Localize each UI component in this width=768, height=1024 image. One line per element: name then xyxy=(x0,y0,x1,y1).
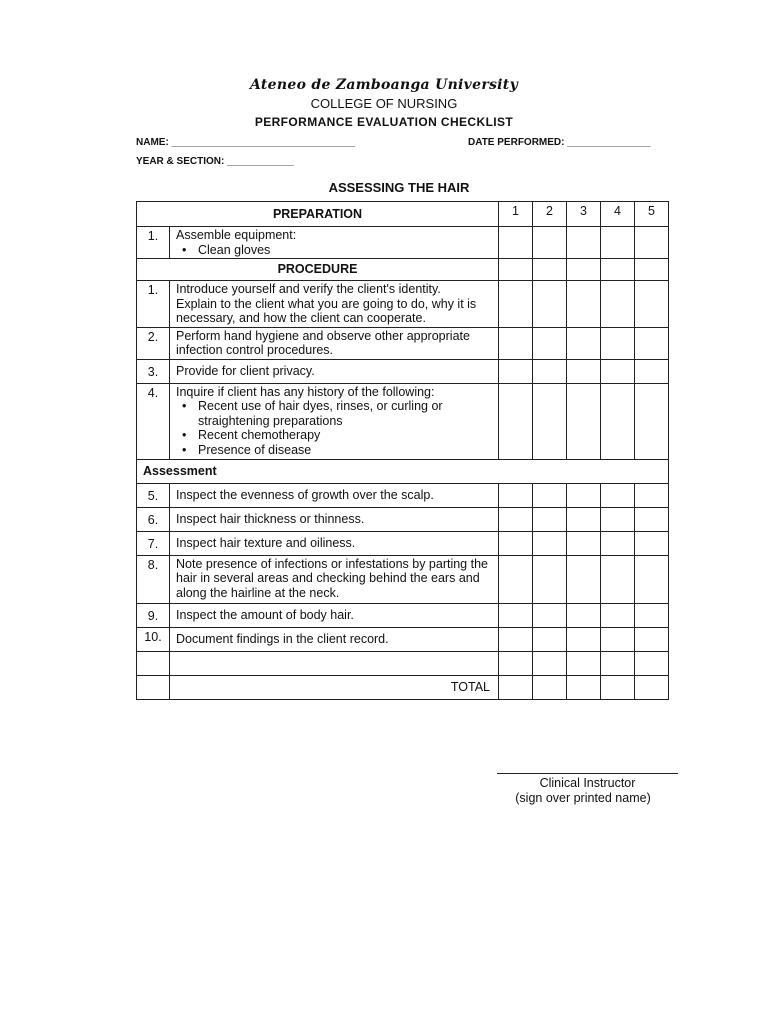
checklist-row xyxy=(137,383,669,459)
item-number: 8. xyxy=(137,555,170,603)
rating-col-3: 3 xyxy=(567,202,601,227)
rating-cell[interactable] xyxy=(499,281,533,328)
bullet-item: • Presence of disease xyxy=(176,443,492,458)
total-cell[interactable] xyxy=(635,675,669,699)
procedure-topic: ASSESSING THE HAIR xyxy=(328,180,470,195)
rating-cell xyxy=(635,259,669,281)
item-number: 3. xyxy=(137,359,170,383)
checklist-row xyxy=(137,359,669,383)
rating-cell[interactable] xyxy=(601,359,635,383)
total-label: TOTAL xyxy=(170,675,499,699)
rating-cell[interactable] xyxy=(567,555,601,603)
preparation-header-row xyxy=(137,202,669,227)
rating-cell[interactable] xyxy=(499,531,533,555)
item-line: Introduce yourself and verify the client's identity. xyxy=(176,282,441,296)
rating-cell[interactable] xyxy=(635,383,669,459)
item-number: 4. xyxy=(137,383,170,459)
checklist-row xyxy=(137,531,669,555)
rating-cell[interactable] xyxy=(601,227,635,259)
checklist-row xyxy=(137,507,669,531)
signature-role: Clinical Instructor xyxy=(539,776,636,790)
rating-cell[interactable] xyxy=(533,281,567,328)
item-text xyxy=(170,281,499,328)
rating-cell[interactable] xyxy=(567,383,601,459)
item-number: 1. xyxy=(137,281,170,328)
item-number: 9. xyxy=(137,603,170,627)
rating-cell[interactable] xyxy=(635,627,669,651)
total-cell[interactable] xyxy=(601,675,635,699)
item-number: 2. xyxy=(137,327,170,359)
assessment-header-row xyxy=(137,459,669,483)
total-cell[interactable] xyxy=(567,675,601,699)
rating-cell[interactable] xyxy=(635,651,669,675)
rating-cell[interactable] xyxy=(567,531,601,555)
rating-cell[interactable] xyxy=(533,603,567,627)
rating-cell[interactable] xyxy=(601,603,635,627)
item-line: Explain to the client what you are going to do, why it is necessary, and how the client can cooperate. xyxy=(176,296,477,325)
rating-cell[interactable] xyxy=(567,627,601,651)
bullet-item: • Recent use of hair dyes, rinses, or curling or straightening preparations xyxy=(176,399,492,428)
rating-cell[interactable] xyxy=(499,383,533,459)
item-number: 1. xyxy=(137,227,170,259)
rating-cell[interactable] xyxy=(533,327,567,359)
procedure-header-row xyxy=(137,259,669,281)
rating-cell[interactable] xyxy=(601,383,635,459)
rating-cell[interactable] xyxy=(567,483,601,507)
bullet-item: • Recent chemotherapy xyxy=(176,428,492,443)
item-text: Provide for client privacy. xyxy=(170,359,499,383)
name-field: NAME: _________________________________ xyxy=(136,137,356,148)
total-cell[interactable] xyxy=(533,675,567,699)
item-text: Inspect hair thickness or thinness. xyxy=(170,507,499,531)
item-text: Perform hand hygiene and observe other appropriate infection control procedures. xyxy=(170,327,499,359)
rating-cell[interactable] xyxy=(567,507,601,531)
checklist-row xyxy=(137,555,669,603)
item-number: 5. xyxy=(137,483,170,507)
rating-cell[interactable] xyxy=(635,531,669,555)
rating-cell[interactable] xyxy=(601,555,635,603)
rating-cell[interactable] xyxy=(499,651,533,675)
checklist-table xyxy=(136,201,669,700)
signature-note: (sign over printed name) xyxy=(515,791,651,805)
item-text: Document findings in the client record. xyxy=(170,627,499,651)
preparation-heading: PREPARATION xyxy=(137,202,499,227)
rating-cell[interactable] xyxy=(499,483,533,507)
university-name: Ateneo de Zamboanga University xyxy=(250,77,518,93)
item-text: Note presence of infections or infestations by parting the hair in several areas and checking behind the ears and along the hairline at the neck. xyxy=(170,555,499,603)
total-row xyxy=(137,675,669,699)
rating-cell[interactable] xyxy=(499,327,533,359)
rating-cell[interactable] xyxy=(601,651,635,675)
rating-cell[interactable] xyxy=(533,507,567,531)
blank-cell xyxy=(137,675,170,699)
rating-cell[interactable] xyxy=(635,281,669,328)
rating-cell[interactable] xyxy=(533,531,567,555)
checklist-row xyxy=(137,603,669,627)
rating-cell[interactable] xyxy=(567,603,601,627)
rating-cell[interactable] xyxy=(635,359,669,383)
checklist-row xyxy=(137,227,669,259)
rating-cell[interactable] xyxy=(567,359,601,383)
item-text: Inspect the amount of body hair. xyxy=(170,603,499,627)
item-label: Assemble equipment: xyxy=(176,228,297,242)
signature-line[interactable] xyxy=(497,773,678,774)
blank-cell xyxy=(170,651,499,675)
rating-cell[interactable] xyxy=(601,281,635,328)
checklist-row xyxy=(137,483,669,507)
rating-cell[interactable] xyxy=(635,603,669,627)
total-cell[interactable] xyxy=(499,675,533,699)
item-text: Inspect the evenness of growth over the scalp. xyxy=(170,483,499,507)
item-text: Inspect hair texture and oiliness. xyxy=(170,531,499,555)
rating-cell xyxy=(567,259,601,281)
rating-cell[interactable] xyxy=(533,359,567,383)
rating-cell[interactable] xyxy=(635,227,669,259)
rating-cell[interactable] xyxy=(567,281,601,328)
procedure-heading: PROCEDURE xyxy=(137,259,499,281)
rating-cell[interactable] xyxy=(499,603,533,627)
blank-row xyxy=(137,651,669,675)
college-name: COLLEGE OF NURSING xyxy=(310,96,458,111)
rating-col-1: 1 xyxy=(499,202,533,227)
rating-cell[interactable] xyxy=(533,627,567,651)
rating-cell[interactable] xyxy=(533,483,567,507)
rating-cell xyxy=(533,259,567,281)
rating-cell xyxy=(601,259,635,281)
rating-col-2: 2 xyxy=(533,202,567,227)
item-label: Inquire if client has any history of the following: xyxy=(176,384,435,399)
assessment-heading: Assessment xyxy=(137,459,669,483)
rating-cell[interactable] xyxy=(601,531,635,555)
rating-cell xyxy=(499,259,533,281)
checklist-row xyxy=(137,327,669,359)
item-text xyxy=(170,383,499,459)
bullet-item: • Clean gloves xyxy=(176,243,492,258)
rating-cell[interactable] xyxy=(567,227,601,259)
item-number: 6. xyxy=(137,507,170,531)
rating-cell[interactable] xyxy=(499,227,533,259)
rating-cell[interactable] xyxy=(601,627,635,651)
year-section-field: YEAR & SECTION: ____________ xyxy=(136,156,294,167)
rating-cell[interactable] xyxy=(499,359,533,383)
rating-cell[interactable] xyxy=(567,327,601,359)
rating-cell[interactable] xyxy=(533,227,567,259)
rating-cell[interactable] xyxy=(567,651,601,675)
item-number: 7. xyxy=(137,531,170,555)
rating-cell[interactable] xyxy=(635,327,669,359)
rating-cell[interactable] xyxy=(635,555,669,603)
rating-cell[interactable] xyxy=(533,555,567,603)
rating-cell[interactable] xyxy=(499,507,533,531)
rating-cell[interactable] xyxy=(635,483,669,507)
item-number: 10. xyxy=(137,627,170,651)
rating-col-4: 4 xyxy=(601,202,635,227)
rating-cell[interactable] xyxy=(533,383,567,459)
form-title: PERFORMANCE EVALUATION CHECKLIST xyxy=(254,115,514,129)
rating-cell[interactable] xyxy=(601,507,635,531)
rating-cell[interactable] xyxy=(499,555,533,603)
checklist-row xyxy=(137,281,669,328)
checklist-row xyxy=(137,627,669,651)
rating-col-5: 5 xyxy=(635,202,669,227)
date-performed-field: DATE PERFORMED: _______________ xyxy=(468,137,651,148)
rating-cell[interactable] xyxy=(601,327,635,359)
rating-cell[interactable] xyxy=(601,483,635,507)
item-text xyxy=(170,227,499,259)
rating-cell[interactable] xyxy=(533,651,567,675)
rating-cell[interactable] xyxy=(499,627,533,651)
blank-cell xyxy=(137,651,170,675)
rating-cell[interactable] xyxy=(635,507,669,531)
